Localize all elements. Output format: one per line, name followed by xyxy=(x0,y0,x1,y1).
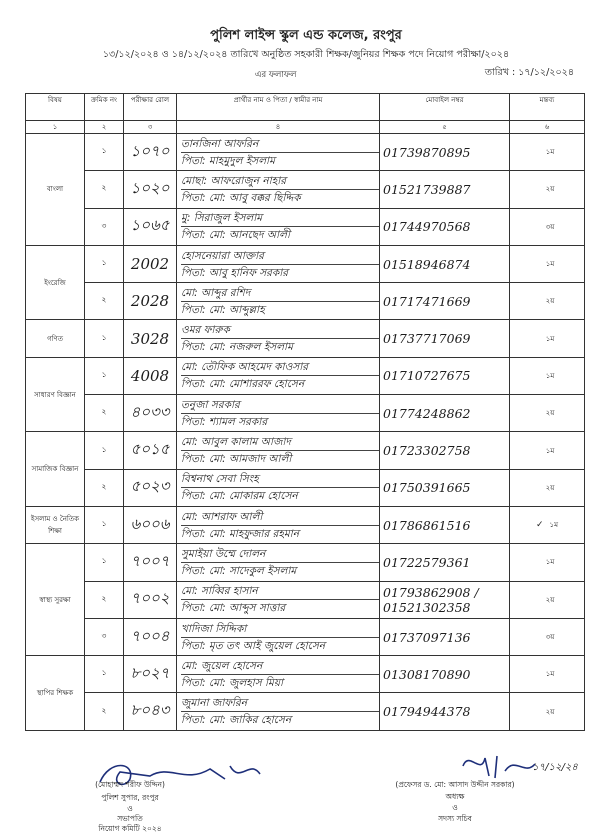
mobile-cell: 01774248862 xyxy=(380,395,510,432)
remark-cell xyxy=(510,469,585,506)
table-row xyxy=(26,283,585,320)
remark-cell xyxy=(510,693,585,730)
serial-cell: ২ xyxy=(85,283,124,320)
serial-cell: ১ xyxy=(85,656,124,693)
table-row xyxy=(26,469,585,506)
name-cell xyxy=(177,618,380,655)
serial-cell: ২ xyxy=(85,171,124,208)
remark-value: ১ম xyxy=(545,670,555,679)
candidate-name: মো: জুয়েল হোসেন xyxy=(181,658,379,675)
right-signatory-and: ও xyxy=(452,803,458,812)
roll-cell: 4008 xyxy=(124,357,177,394)
candidate-name: ওমর ফারুক xyxy=(181,322,379,339)
col-subject: বিষয় xyxy=(26,94,85,121)
remark-cell xyxy=(510,171,585,208)
father-name: পিতা: মৃত তৎ আই জুয়েল হোসেন xyxy=(181,639,326,652)
father-name: পিতা: মো: আনছেদ আলী xyxy=(181,229,290,242)
serial-cell: ৩ xyxy=(85,208,124,245)
father-name: পিতা: মো: আব্দুস সাত্তার xyxy=(181,602,286,615)
mobile-cell: 01717471669 xyxy=(380,283,510,320)
name-cell xyxy=(177,581,380,618)
mobile-cell: 01739870895 xyxy=(380,134,510,171)
remark-cell xyxy=(510,245,585,282)
remark-value: ১ম xyxy=(545,558,555,567)
name-cell xyxy=(177,134,380,171)
serial-cell: ৩ xyxy=(85,618,124,655)
candidate-name: মো: তৌফিক আহমেদ কাওসার xyxy=(181,359,379,376)
remark-value: ১ম xyxy=(549,521,558,530)
remark-cell xyxy=(510,581,585,618)
mobile-cell: 01786861516 xyxy=(380,506,510,543)
remark-cell xyxy=(510,618,585,655)
col-serial: ক্রমিক নং xyxy=(85,94,124,121)
table-row xyxy=(26,171,585,208)
name-cell xyxy=(177,432,380,469)
remark-value: ৩য় xyxy=(545,633,555,641)
mobile-cell: 01710727675 xyxy=(380,357,510,394)
table-row xyxy=(26,134,585,171)
mobile-cell: 01794944378 xyxy=(380,693,510,730)
candidate-name: মু: সিরাজুল ইসলাম xyxy=(181,210,379,227)
serial-cell: ২ xyxy=(85,581,124,618)
father-name: পিতা: মো: মোশাররফ হোসেন xyxy=(181,378,305,391)
serial-cell: ২ xyxy=(85,469,124,506)
candidate-name: মো: আশরাফ আলী xyxy=(181,509,379,526)
mobile-cell: 01750391665 xyxy=(380,469,510,506)
remark-cell xyxy=(510,432,585,469)
col-mobile: মোবাইল নম্বর xyxy=(380,94,510,121)
name-cell xyxy=(177,283,380,320)
table-body xyxy=(26,134,585,731)
roll-cell: ৮০৪৩ xyxy=(124,693,177,730)
remark-value: ২য় xyxy=(545,483,555,492)
mobile-cell: 01722579361 xyxy=(380,544,510,581)
right-signatory-footer: সদস্য সচিব xyxy=(438,814,472,823)
mobile-cell: 01737097136 xyxy=(380,618,510,655)
tick-mark: ✓ xyxy=(536,520,544,531)
col-number: ৪ xyxy=(177,121,380,134)
remark-value: ২য় xyxy=(545,595,555,604)
name-cell xyxy=(177,469,380,506)
father-name: পিতা: মো: নজরুল ইসলাম xyxy=(181,341,293,354)
col-number: ২ xyxy=(85,121,124,134)
roll-cell: ৫০২৩ xyxy=(124,469,177,506)
mobile-cell: 01744970568 xyxy=(380,208,510,245)
serial-cell: ১ xyxy=(85,432,124,469)
roll-cell: ৭০০৭ xyxy=(124,544,177,581)
father-name: পিতা: মাহমুদুল ইসলাম xyxy=(181,154,275,167)
remark-value: ২য় xyxy=(545,707,555,716)
right-signatory-name: (প্রফেসর ড. মো: আসাদ উদ্দীন সরকার) xyxy=(395,780,515,789)
father-name: পিতা: মো: মাহফুজার রহমান xyxy=(181,527,299,540)
mobile-cell: 01521739887 xyxy=(380,171,510,208)
table-row xyxy=(26,544,585,581)
subject-cell: সাধারণ বিজ্ঞান xyxy=(26,357,85,432)
serial-cell: ১ xyxy=(85,506,124,543)
mobile-cell: 01737717069 xyxy=(380,320,510,357)
roll-cell: ১০৭০ xyxy=(124,134,177,171)
name-cell xyxy=(177,171,380,208)
serial-cell: ১ xyxy=(85,357,124,394)
father-name: পিতা: মো: আমজাদ আলী xyxy=(181,453,292,466)
mobile-cell: 01518946874 xyxy=(380,245,510,282)
roll-cell: ৭০০৪ xyxy=(124,618,177,655)
left-signatory-org: পুলিশ সুপার, রংপুর xyxy=(101,793,159,802)
roll-cell: ৮০২৭ xyxy=(124,656,177,693)
candidate-name: বিশ্বনাথ সেবা সিংহ xyxy=(181,471,379,488)
subject-cell: স্বাস্থ্য সুরক্ষা xyxy=(26,544,85,656)
roll-cell: ৬০০৬ xyxy=(124,506,177,543)
remark-cell xyxy=(510,134,585,171)
remark-cell xyxy=(510,395,585,432)
subject-cell: ইংরেজি xyxy=(26,245,85,320)
name-cell xyxy=(177,395,380,432)
serial-cell: ১ xyxy=(85,320,124,357)
subject-cell: ইসলাম ও নৈতিক শিক্ষা xyxy=(26,506,85,543)
candidate-name: মো: সাব্বির হাসান xyxy=(181,583,379,600)
roll-cell: ৭০০২ xyxy=(124,581,177,618)
col-roll: পরীক্ষার রোল xyxy=(124,94,177,121)
table-row xyxy=(26,693,585,730)
candidate-name: তনুজা সরকার xyxy=(181,397,379,414)
remark-value: ২য় xyxy=(545,409,555,418)
subject-cell: স্থাপির শিক্ষক xyxy=(26,656,85,731)
col-number: ৬ xyxy=(510,121,585,134)
candidate-name: জুমানা জাফরিন xyxy=(181,695,379,712)
result-label: এর ফলাফল xyxy=(255,70,297,80)
table-row xyxy=(26,320,585,357)
name-cell xyxy=(177,693,380,730)
remark-value: ১ম xyxy=(545,334,555,343)
remark-value: ৩য় xyxy=(545,222,555,231)
roll-cell: 3028 xyxy=(124,320,177,357)
remark-cell xyxy=(510,544,585,581)
candidate-name: তানজিনা আফরিন xyxy=(181,136,379,153)
table-row xyxy=(26,395,585,432)
date-line: তারিখ : ১৭/১২/২০২৪ xyxy=(484,67,574,78)
mobile-cell: 01793862908 / 01521302358 xyxy=(380,581,510,618)
remark-cell xyxy=(510,320,585,357)
remark-value: ১ম xyxy=(545,148,555,157)
table-row xyxy=(26,656,585,693)
candidate-name: মো: আবুল কালাম আজাদ xyxy=(181,434,379,451)
mobile-cell: 01723302758 xyxy=(380,432,510,469)
father-name: পিতা: মো: আবু বক্কর ছিদ্দিক xyxy=(181,191,301,204)
roll-cell: ১০২০ xyxy=(124,171,177,208)
father-name: পিতা: মো: আব্দুল্লাহ xyxy=(181,303,265,316)
right-signatory-role: অধ্যক্ষ xyxy=(445,792,465,801)
father-name: পিতা: আবু হানিফ সরকার xyxy=(181,266,289,279)
remark-value: ২য় xyxy=(545,297,555,306)
table-row xyxy=(26,245,585,282)
table-row xyxy=(26,618,585,655)
roll-cell: 2028 xyxy=(124,283,177,320)
remark-value: ১ম xyxy=(545,446,555,455)
candidate-name: সুমাইয়া উম্মে দোলন xyxy=(181,546,379,563)
col-number: ৩ xyxy=(124,121,177,134)
remark-cell xyxy=(510,506,585,543)
mobile-cell: 01308170890 xyxy=(380,656,510,693)
name-cell xyxy=(177,506,380,543)
remark-cell xyxy=(510,656,585,693)
table-row xyxy=(26,581,585,618)
subject-cell: সামাজিক বিজ্ঞান xyxy=(26,432,85,507)
page-title: পুলিশ লাইন্স স্কুল এন্ড কলেজ, রংপুর xyxy=(210,28,402,43)
remark-value: ১ম xyxy=(545,371,555,380)
remark-cell xyxy=(510,208,585,245)
serial-cell: ১ xyxy=(85,245,124,282)
table-row xyxy=(26,357,585,394)
roll-cell: ১০৬৫ xyxy=(124,208,177,245)
table-row xyxy=(26,506,585,543)
name-cell xyxy=(177,245,380,282)
father-name: পিতা: মো: জাকির হোসেন xyxy=(181,714,292,727)
candidate-name: খাদিজা সিদ্দিকা xyxy=(181,621,379,638)
name-cell xyxy=(177,208,380,245)
remark-cell xyxy=(510,357,585,394)
name-cell xyxy=(177,656,380,693)
serial-cell: ১ xyxy=(85,134,124,171)
remark-value: ১ম xyxy=(545,260,555,269)
roll-cell: ৫০১৫ xyxy=(124,432,177,469)
remark-cell xyxy=(510,283,585,320)
signature-date: ১৭/১২/২৪ xyxy=(532,762,578,773)
result-table xyxy=(25,93,585,731)
subject-cell: গণিত xyxy=(26,320,85,357)
father-name: পিতা: মো: সাদেকুল ইসলাম xyxy=(181,564,297,577)
remark-value: ২য় xyxy=(545,185,555,194)
col-number: ৫ xyxy=(380,121,510,134)
candidate-name: মোছা: আফরোজুন নাহার xyxy=(181,173,379,190)
serial-cell: ১ xyxy=(85,544,124,581)
col-remark: মন্তব্য xyxy=(510,94,585,121)
serial-cell: ২ xyxy=(85,395,124,432)
name-cell xyxy=(177,320,380,357)
father-name: পিতা: মো: জুলহাস মিয়া xyxy=(181,676,284,689)
left-signatory-role: সভাপতি xyxy=(117,814,143,823)
left-signatory-footer: নিয়োগ কমিটি ২০২৪ xyxy=(98,824,162,833)
name-cell xyxy=(177,544,380,581)
candidate-name: হোসনেয়ারা আক্তার xyxy=(181,248,379,265)
subject-cell: বাংলা xyxy=(26,134,85,246)
page-subtitle: ১৩/১২/২০২৪ ও ১৪/১২/২০২৪ তারিখে অনুষ্ঠিত সহকারী শিক্ষক/জুনিয়র শিক্ষক পদে নিয়োগ পরীক্ষা/২০২৪ xyxy=(102,49,510,60)
left-signatory-and: ও xyxy=(127,804,133,813)
name-cell xyxy=(177,357,380,394)
roll-cell: 2002 xyxy=(124,245,177,282)
col-number: ১ xyxy=(26,121,85,134)
father-name: পিতা: মো: মোকারম হোসেন xyxy=(181,490,298,503)
col-name: প্রার্থীর নাম ও পিতা / স্বামীর নাম xyxy=(177,94,380,121)
father-name: পিতা: শ্যামল সরকার xyxy=(181,415,268,428)
serial-cell: ২ xyxy=(85,693,124,730)
left-signatory-name: (মোহাম্মদ শরীফ উদ্দিন) xyxy=(95,780,165,789)
candidate-name: মো: আব্দুর রশিদ xyxy=(181,285,379,302)
table-row xyxy=(26,432,585,469)
roll-cell: ৪০৩৩ xyxy=(124,395,177,432)
table-row xyxy=(26,208,585,245)
